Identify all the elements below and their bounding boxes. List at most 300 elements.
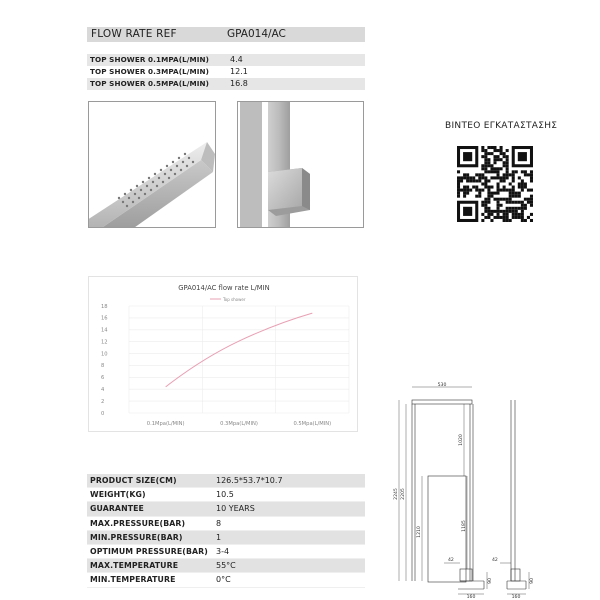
- qr-module: [518, 195, 521, 198]
- spec-row: [87, 573, 365, 587]
- qr-module: [512, 189, 515, 192]
- qr-module: [515, 210, 518, 213]
- model-code: GPA014/AC: [227, 28, 286, 40]
- qr-module: [497, 213, 500, 216]
- qr-module: [497, 155, 500, 158]
- qr-module: [484, 158, 487, 161]
- x-tick-label: 0.3Mpa(L/MIN): [220, 421, 258, 427]
- qr-module: [500, 210, 503, 213]
- qr-module: [457, 189, 460, 192]
- qr-module: [500, 149, 503, 152]
- qr-module: [500, 198, 503, 201]
- qr-module: [506, 170, 509, 173]
- qr-module: [509, 219, 512, 222]
- qr-module: [497, 149, 500, 152]
- qr-module: [497, 158, 500, 161]
- legend-label: Top shower: [223, 297, 246, 302]
- qr-module: [487, 152, 490, 155]
- qr-module: [530, 219, 533, 222]
- dim-foot-depth-left: 90: [488, 578, 493, 584]
- qr-module: [509, 189, 512, 192]
- qr-module: [493, 167, 496, 170]
- qr-module: [506, 173, 509, 176]
- qr-module: [493, 161, 496, 164]
- qr-module: [460, 189, 463, 192]
- qr-module: [463, 189, 466, 192]
- qr-module: [500, 146, 503, 149]
- flow-row: [87, 78, 365, 90]
- qr-module: [481, 167, 484, 170]
- qr-module: [509, 192, 512, 195]
- qr-module: [487, 179, 490, 182]
- dim-foot-depth-right: 90: [530, 578, 535, 584]
- qr-module: [466, 192, 469, 195]
- qr-module: [466, 173, 469, 176]
- qr-module: [512, 195, 515, 198]
- qr-module: [506, 158, 509, 161]
- qr-module: [481, 149, 484, 152]
- y-tick-label: 12: [101, 339, 108, 346]
- qr-module: [503, 186, 506, 189]
- qr-module: [463, 173, 466, 176]
- qr-module: [490, 195, 493, 198]
- qr-module: [512, 213, 515, 216]
- qr-module: [506, 216, 509, 219]
- qr-module: [490, 164, 493, 167]
- qr-module: [475, 186, 478, 189]
- dim-total-height: 2245: [394, 488, 399, 500]
- flow-rate-table: [87, 54, 365, 90]
- qr-module: [487, 201, 490, 204]
- chart-yticks: [101, 304, 108, 417]
- qr-module: [521, 182, 524, 185]
- qr-module: [493, 158, 496, 161]
- qr-module: [457, 170, 460, 173]
- qr-module: [484, 204, 487, 207]
- chart-title: GPA014/AC flow rate L/MIN: [178, 284, 270, 292]
- qr-module: [475, 195, 478, 198]
- qr-module: [493, 170, 496, 173]
- qr-module: [503, 176, 506, 179]
- qr-module: [503, 219, 506, 222]
- qr-module: [484, 198, 487, 201]
- chart-xticks: [147, 421, 331, 427]
- qr-module: [490, 167, 493, 170]
- x-tick-label: 0.1Mpa(L/MIN): [146, 421, 185, 427]
- qr-module: [512, 192, 515, 195]
- qr-module: [521, 210, 524, 213]
- qr-module: [506, 161, 509, 164]
- qr-module: [478, 195, 481, 198]
- qr-module: [506, 176, 509, 179]
- qr-module: [475, 173, 478, 176]
- qr-module: [472, 186, 475, 189]
- qr-module: [497, 189, 500, 192]
- qr-module: [509, 195, 512, 198]
- qr-module: [500, 176, 503, 179]
- qr-module: [466, 176, 469, 179]
- spec-value: 1: [216, 532, 222, 542]
- qr-module: [472, 176, 475, 179]
- y-tick-label: 4: [101, 387, 105, 394]
- spec-value: 126.5*53.7*10.7: [216, 476, 283, 485]
- qr-module: [490, 170, 493, 173]
- spec-value: 0°C: [216, 575, 231, 585]
- qr-module: [460, 176, 463, 179]
- flow-row: [87, 66, 365, 78]
- qr-module: [487, 216, 490, 219]
- qr-module: [506, 219, 509, 222]
- qr-module: [518, 186, 521, 189]
- chart-series: [166, 313, 313, 387]
- qr-module: [527, 189, 530, 192]
- qr-module: [503, 179, 506, 182]
- qr-module: [481, 182, 484, 185]
- qr-module: [530, 179, 533, 182]
- y-tick-label: 8: [101, 363, 105, 370]
- qr-module: [518, 192, 521, 195]
- y-tick-label: 6: [101, 375, 105, 382]
- qr-module: [478, 173, 481, 176]
- qr-module: [530, 176, 533, 179]
- qr-module: [490, 146, 493, 149]
- qr-module: [457, 186, 460, 189]
- qr-module: [521, 179, 524, 182]
- qr-module: [515, 216, 518, 219]
- qr-module: [515, 207, 518, 210]
- spec-row: [87, 474, 365, 488]
- qr-module: [481, 176, 484, 179]
- qr-module: [493, 176, 496, 179]
- qr-module: [503, 189, 506, 192]
- qr-module: [487, 189, 490, 192]
- qr-module: [530, 204, 533, 207]
- qr-module: [527, 216, 530, 219]
- qr-module: [521, 213, 524, 216]
- qr-module: [512, 210, 515, 213]
- qr-module: [484, 207, 487, 210]
- qr-module: [506, 201, 509, 204]
- qr-module: [503, 164, 506, 167]
- dim-foot-width-right: 160: [511, 595, 521, 600]
- qr-module: [512, 186, 515, 189]
- qr-module: [500, 204, 503, 207]
- qr-module: [493, 192, 496, 195]
- qr-module: [484, 155, 487, 158]
- qr-module: [490, 219, 493, 222]
- spec-label: MIN.PRESSURE(BAR): [90, 532, 183, 542]
- qr-module: [487, 195, 490, 198]
- qr-module: [490, 176, 493, 179]
- spec-value: 10 YEARS: [216, 504, 255, 514]
- qr-module: [497, 167, 500, 170]
- qr-module: [518, 182, 521, 185]
- qr-module: [478, 179, 481, 182]
- qr-module: [506, 213, 509, 216]
- qr-module: [484, 179, 487, 182]
- qr-module: [506, 155, 509, 158]
- qr-module: [500, 179, 503, 182]
- qr-module: [500, 158, 503, 161]
- qr-module: [484, 161, 487, 164]
- qr-module: [524, 182, 527, 185]
- spec-label: PRODUCT SIZE(CM): [90, 476, 177, 485]
- qr-module: [512, 176, 515, 179]
- spec-row: [87, 559, 365, 573]
- qr-module: [487, 198, 490, 201]
- qr-module: [484, 186, 487, 189]
- qr-module: [530, 198, 533, 201]
- qr-module: [530, 170, 533, 173]
- qr-module: [518, 201, 521, 204]
- qr-module: [512, 179, 515, 182]
- qr-module: [521, 204, 524, 207]
- qr-module: [524, 207, 527, 210]
- qr-module: [481, 219, 484, 222]
- flow-row: [87, 54, 365, 66]
- qr-module: [487, 207, 490, 210]
- qr-module: [512, 201, 515, 204]
- qr-module: [500, 189, 503, 192]
- qr-module: [503, 210, 506, 213]
- y-tick-label: 0: [101, 410, 105, 417]
- qr-module: [469, 179, 472, 182]
- qr-module: [497, 204, 500, 207]
- qr-module: [493, 210, 496, 213]
- qr-module: [530, 173, 533, 176]
- qr-module: [521, 170, 524, 173]
- qr-module: [487, 186, 490, 189]
- qr-module: [503, 213, 506, 216]
- qr-code-icon[interactable]: [457, 146, 533, 222]
- spec-row: [87, 531, 365, 545]
- qr-module: [515, 192, 518, 195]
- qr-module: [487, 158, 490, 161]
- qr-module: [457, 182, 460, 185]
- installation-video-title: ΒΙΝΤΕΟ ΕΓΚΑΤΑΣΤΑΣΗΣ: [445, 121, 558, 131]
- chart-grid: [129, 306, 349, 413]
- qr-module: [518, 176, 521, 179]
- flow-label: TOP SHOWER 0.3MPA(L/MIN): [90, 67, 210, 76]
- qr-module: [484, 164, 487, 167]
- qr-module: [457, 195, 460, 198]
- qr-module: [493, 149, 496, 152]
- qr-module: [503, 161, 506, 164]
- spec-label: GUARANTEE: [90, 504, 144, 514]
- dim-foot-width-left: 160: [466, 595, 476, 600]
- y-tick-label: 18: [101, 303, 108, 310]
- spec-label: MAX.PRESSURE(BAR): [90, 518, 186, 528]
- qr-module: [497, 173, 500, 176]
- qr-module: [469, 189, 472, 192]
- qr-module: [484, 170, 487, 173]
- showerhead-photo: [88, 101, 216, 228]
- spec-row: [87, 517, 365, 531]
- qr-module: [460, 179, 463, 182]
- qr-module: [484, 210, 487, 213]
- qr-module: [518, 207, 521, 210]
- qr-module: [527, 201, 530, 204]
- qr-module: [478, 189, 481, 192]
- y-tick-label: 2: [101, 398, 105, 405]
- qr-module: [503, 152, 506, 155]
- qr-module: [512, 216, 515, 219]
- qr-module: [490, 152, 493, 155]
- qr-module: [481, 173, 484, 176]
- qr-module: [515, 213, 518, 216]
- qr-module: [484, 167, 487, 170]
- qr-module: [466, 186, 469, 189]
- qr-module: [463, 176, 466, 179]
- qr-module: [497, 176, 500, 179]
- spec-row: [87, 502, 365, 516]
- dim-lower-height: 1185: [462, 520, 467, 532]
- valve-photo: [237, 101, 364, 228]
- qr-module: [475, 179, 478, 182]
- qr-module: [463, 195, 466, 198]
- qr-module: [509, 173, 512, 176]
- qr-finder: [463, 152, 472, 161]
- qr-module: [515, 170, 518, 173]
- qr-module: [493, 216, 496, 219]
- qr-module: [518, 213, 521, 216]
- qr-module: [469, 176, 472, 179]
- qr-module: [466, 179, 469, 182]
- qr-module: [487, 213, 490, 216]
- dim-width-top: 530: [437, 383, 447, 388]
- qr-module: [524, 204, 527, 207]
- spec-value: 3-4: [216, 546, 230, 556]
- qr-module: [487, 210, 490, 213]
- technical-drawing: [388, 376, 600, 600]
- qr-module: [487, 170, 490, 173]
- qr-module: [493, 146, 496, 149]
- qr-module: [521, 219, 524, 222]
- qr-module: [497, 207, 500, 210]
- qr-module: [481, 164, 484, 167]
- qr-module: [524, 198, 527, 201]
- qr-module: [515, 201, 518, 204]
- qr-module: [490, 186, 493, 189]
- qr-module: [481, 201, 484, 204]
- qr-module: [481, 189, 484, 192]
- qr-module: [509, 207, 512, 210]
- qr-module: [521, 216, 524, 219]
- qr-module: [503, 198, 506, 201]
- dim-upper-height: 1020: [459, 434, 464, 446]
- qr-module: [484, 152, 487, 155]
- qr-module: [530, 213, 533, 216]
- qr-module: [481, 146, 484, 149]
- qr-module: [497, 216, 500, 219]
- qr-module: [527, 173, 530, 176]
- qr-module: [487, 164, 490, 167]
- qr-module: [493, 155, 496, 158]
- qr-module: [521, 189, 524, 192]
- dim-offset-left: 42: [448, 558, 454, 563]
- qr-module: [509, 201, 512, 204]
- spec-table: [87, 474, 365, 588]
- qr-finder: [518, 152, 527, 161]
- qr-module: [530, 201, 533, 204]
- flow-rate-header: [87, 27, 365, 42]
- qr-module: [506, 164, 509, 167]
- qr-module: [521, 186, 524, 189]
- qr-module: [530, 195, 533, 198]
- qr-module: [509, 198, 512, 201]
- qr-module: [524, 173, 527, 176]
- qr-module: [521, 207, 524, 210]
- qr-module: [506, 207, 509, 210]
- dim-pole-height: 2205: [401, 488, 406, 500]
- qr-module: [512, 173, 515, 176]
- qr-module: [506, 210, 509, 213]
- qr-module: [497, 210, 500, 213]
- qr-module: [497, 192, 500, 195]
- flow-label: TOP SHOWER 0.1MPA(L/MIN): [90, 55, 210, 64]
- series-line: [166, 313, 313, 387]
- qr-module: [515, 195, 518, 198]
- flow-value: 16.8: [230, 79, 248, 88]
- qr-module: [500, 167, 503, 170]
- spec-label: WEIGHT(KG): [90, 490, 146, 500]
- qr-module: [478, 192, 481, 195]
- qr-module: [478, 176, 481, 179]
- qr-module: [484, 176, 487, 179]
- qr-module: [481, 155, 484, 158]
- qr-module: [481, 204, 484, 207]
- y-tick-label: 10: [101, 351, 108, 358]
- qr-module: [490, 210, 493, 213]
- qr-module: [490, 192, 493, 195]
- spec-value: 55°C: [216, 561, 236, 571]
- qr-module: [521, 201, 524, 204]
- qr-module: [484, 182, 487, 185]
- qr-module: [530, 189, 533, 192]
- qr-module: [497, 186, 500, 189]
- dim-valve-height: 1210: [417, 526, 422, 538]
- qr-module: [500, 216, 503, 219]
- qr-module: [500, 152, 503, 155]
- qr-module: [487, 161, 490, 164]
- flow-value: 12.1: [230, 67, 248, 76]
- flow-rate-title: FLOW RATE REF: [91, 28, 177, 40]
- qr-module: [506, 167, 509, 170]
- flow-label: TOP SHOWER 0.5MPA(L/MIN): [90, 79, 210, 88]
- qr-module: [497, 182, 500, 185]
- flow-value: 4.4: [230, 55, 243, 64]
- qr-module: [506, 189, 509, 192]
- qr-module: [484, 201, 487, 204]
- qr-module: [503, 216, 506, 219]
- qr-module: [457, 179, 460, 182]
- qr-module: [509, 210, 512, 213]
- qr-module: [527, 198, 530, 201]
- qr-module: [524, 186, 527, 189]
- qr-module: [518, 216, 521, 219]
- qr-module: [475, 189, 478, 192]
- spec-label: MAX.TEMPERATURE: [90, 561, 179, 571]
- qr-module: [509, 182, 512, 185]
- qr-module: [497, 170, 500, 173]
- spec-row: [87, 488, 365, 502]
- flow-rate-chart: [88, 276, 358, 432]
- qr-module: [463, 186, 466, 189]
- spec-value: 10.5: [216, 490, 234, 500]
- qr-module: [457, 176, 460, 179]
- qr-module: [506, 149, 509, 152]
- dim-offset-right: 42: [492, 558, 498, 563]
